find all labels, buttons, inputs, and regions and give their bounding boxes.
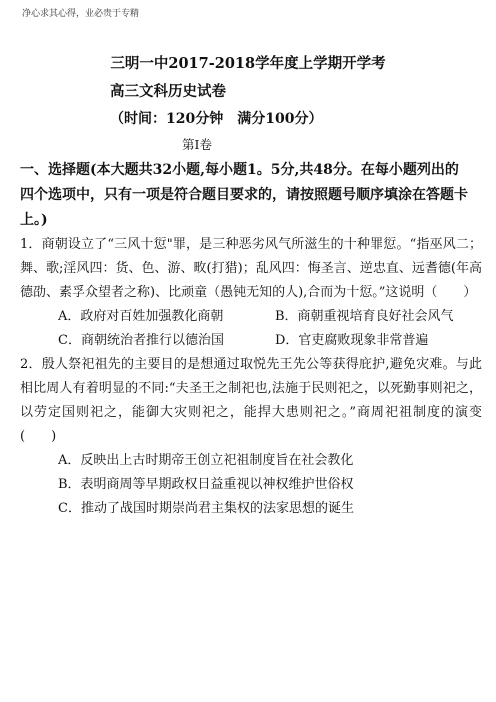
exam-title: 高三文科历史试卷 xyxy=(110,83,226,100)
question-1-option-c: C．商朝统治者推行以德治国 xyxy=(58,333,224,348)
section-heading-line2: 四个选项中，只有一项是符合题目要求的，请按照题号顺序填涂在答题卡上。) xyxy=(20,187,468,228)
question-2-option-a: A．反映出上古时期帝王创立祀祖制度旨在社会教化 xyxy=(58,453,354,468)
question-2-stem: 2．殷人祭祀祖先的主要目的是想通过取悦先王先公等获得庇护,避免灾难。与此相比周人有着明显的不同:“夫圣王之制祀也,法施于民则祀之，以死勤事则祀之，以劳定国则祀之，能御大灾则祀之，能捍大患则祀之。”商周祀祖制度的演变( ) xyxy=(20,357,482,444)
question-1-options-row1 xyxy=(20,305,482,329)
volume-label: 第Ⅰ卷 xyxy=(182,137,212,152)
question-2-option-b: B．表明商周等早期政权日益重视以神权维护世俗权 xyxy=(58,477,354,492)
question-2-option-c: C．推动了战国时期崇尚君主集权的法家思想的诞生 xyxy=(58,501,354,516)
section-heading xyxy=(20,158,482,233)
question-1-stem: 1．商朝设立了“三风十愆"罪，是三种恶劣风气所滋生的十种罪愆。“指巫风二；舞、歌;淫风四：货、色、游、畋(打猎)；乱风四：悔圣言、逆忠直、远耆德(年高德劭、素孚众望者之称)、比顽童（愚钝无知的人),合而为十愆。”这说明（ ） xyxy=(20,237,482,300)
question-1-option-b: B．商朝重视培育良好社会风气 xyxy=(275,309,454,324)
question-1-option-d: D．官吏腐败现象非常普遍 xyxy=(275,333,429,348)
watermark-text: 净心求其心得，业必贵于专精 xyxy=(22,9,140,19)
exam-body xyxy=(20,158,482,521)
question-1-options-row2 xyxy=(20,329,482,353)
question-1-option-a: A．政府对百姓加强教化商朝 xyxy=(58,309,224,324)
school-title: 三明一中2017-2018学年度上学期开学考 xyxy=(110,55,386,72)
exam-info: （时间：120分钟 满分100分） xyxy=(110,111,323,127)
section-heading-line1: 一、选择题(本大题共32小题,每小题1。5分,共48分。在每小题列出的 xyxy=(20,162,459,178)
